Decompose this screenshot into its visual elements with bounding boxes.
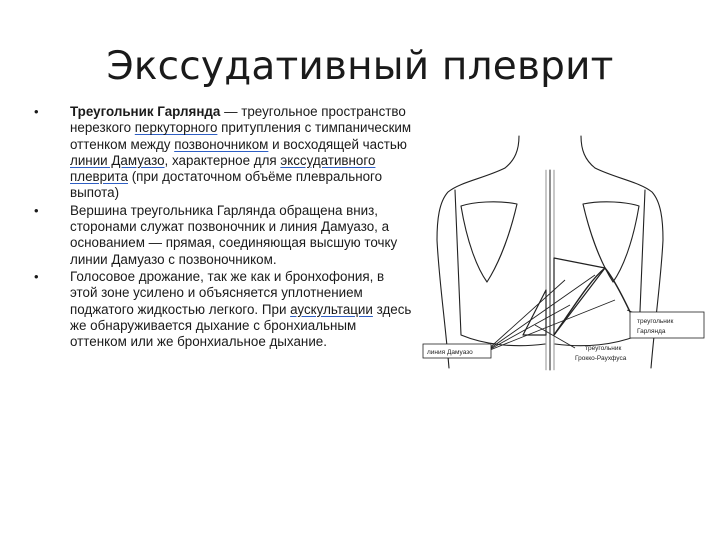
bullet-text: Вершина треугольника Гарлянда обращена вниз, сторонами служат позвоночник и линия Дамуазо, а основанием — прямая, соединяющая высшую точку линии Дамуазо с позвоночником. [70, 202, 398, 267]
scapula-left [461, 202, 517, 282]
label-grocco-2: Грокко-Раухфуса [575, 355, 627, 362]
bullet-dot: • [34, 104, 39, 119]
bullet-item [34, 104, 412, 202]
label-grocco-1: треугольник [585, 345, 622, 352]
bullet-text: здесь же обнаруживается дыхание с бронхиальным оттенком или же бронхиальное дыхание. [70, 301, 412, 350]
bullet-text: , характерное для [164, 152, 281, 168]
bullet-text: и восходящей частью [268, 136, 407, 152]
torso-right [651, 240, 663, 368]
bullet-text: Голосовое дрожание, так же как и бронхофония, в этой зоне усилено и объясняется уплотнением поджатого жидкостью легкого. При [70, 268, 385, 317]
bullet-text: (при достаточном объёме плеврального выпота) [70, 169, 383, 201]
inline-link[interactable]: аускультации [290, 301, 373, 317]
scapula-right [583, 202, 639, 282]
bullet-dot: • [34, 202, 39, 218]
label-damoiseau: линия Дамуазо [427, 349, 473, 356]
inline-link[interactable]: плеврита [70, 169, 128, 185]
inline-link[interactable]: экссудативного [280, 152, 376, 168]
lung-left-contour [455, 190, 545, 346]
bullet-item [34, 203, 412, 268]
inline-link[interactable]: линии Дамуазо [70, 152, 165, 168]
bullet-dot: • [34, 268, 39, 284]
slide-title: Экссудативный плеврит [106, 44, 614, 89]
label-garland-2: Гарлянда [637, 328, 666, 335]
bullet-list [34, 104, 412, 350]
inline-link[interactable]: перкуторного [134, 120, 218, 136]
term-bold: Треугольник Гарлянда [70, 104, 221, 119]
pleurisy-diagram [415, 130, 715, 380]
grocco-triangle [523, 290, 546, 335]
inline-link[interactable]: позвоночником [174, 136, 269, 152]
bullet-text: притупления с тимпаническим оттенком между [70, 120, 412, 152]
label-garland-1: треугольник [637, 318, 674, 325]
neck-outline [505, 136, 595, 168]
bullet-text: — треугольное пространство нерезкого [70, 104, 406, 136]
bullet-item [34, 269, 412, 350]
